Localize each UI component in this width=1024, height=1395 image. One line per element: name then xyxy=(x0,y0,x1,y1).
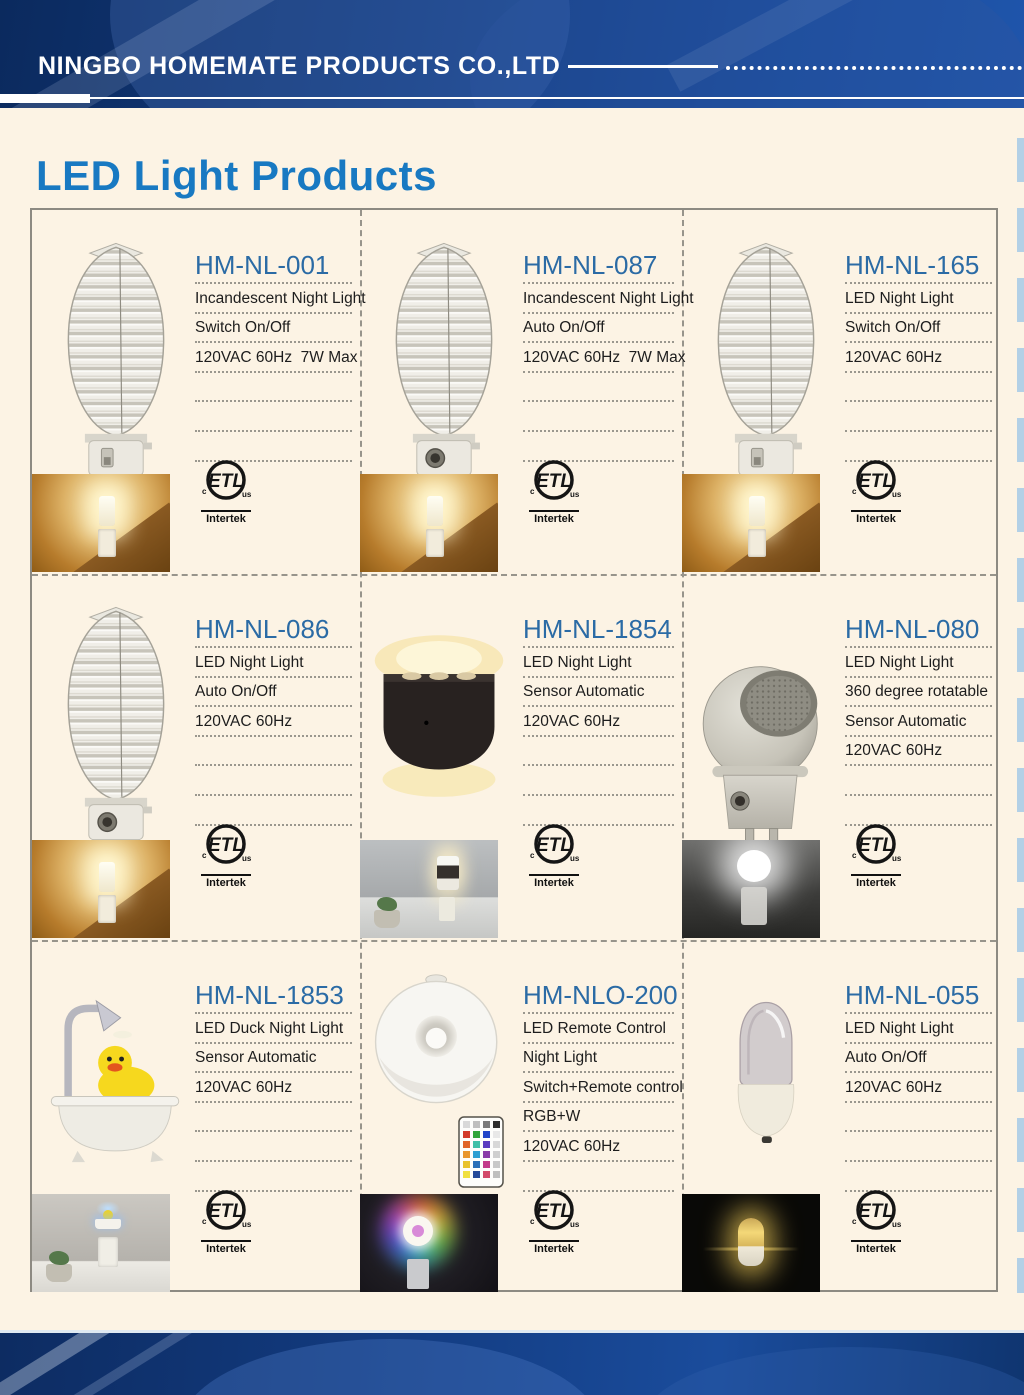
spec-row: 120VAC 60Hz xyxy=(845,1073,992,1103)
svg-text:us: us xyxy=(570,854,580,863)
thumbnail-photo xyxy=(32,840,170,938)
spec-row: 120VAC 60Hz xyxy=(845,737,992,767)
intertek-label: Intertek xyxy=(851,1240,901,1255)
product-photo xyxy=(368,966,510,1118)
spec-row xyxy=(523,737,674,767)
wall-outlet xyxy=(741,887,767,925)
model-number: HM-NL-001 xyxy=(195,250,352,284)
product-photo xyxy=(40,978,190,1170)
spec-row: LED Night Light xyxy=(845,284,992,314)
ring-hole xyxy=(412,1225,424,1237)
model-number: HM-NL-080 xyxy=(845,614,992,648)
company-name: NINGBO HOMEMATE PRODUCTS CO.,LTD xyxy=(38,52,561,80)
spec-row xyxy=(845,1132,992,1162)
model-number: HM-NL-165 xyxy=(845,250,992,284)
wall-outlet xyxy=(98,895,116,923)
product-cell xyxy=(360,574,682,940)
company-row xyxy=(38,52,1024,81)
spec-row xyxy=(195,1132,352,1162)
header-underline-accent xyxy=(0,94,90,103)
etl-logo-icon xyxy=(850,822,902,868)
product-info xyxy=(845,250,992,462)
spec-row xyxy=(523,402,674,432)
model-number: HM-NL-087 xyxy=(523,250,674,284)
svg-text:c: c xyxy=(852,1217,857,1226)
page-edge-ticks xyxy=(1017,138,1024,1293)
spec-row: Night Light xyxy=(523,1044,674,1074)
svg-text:c: c xyxy=(530,487,535,496)
svg-text:ETL: ETL xyxy=(536,835,572,856)
svg-text:us: us xyxy=(242,1220,252,1229)
footer-bar xyxy=(0,1330,1024,1395)
glowing-night-light xyxy=(99,862,115,892)
spec-row: LED Night Light xyxy=(523,648,674,678)
stair-rail xyxy=(390,502,498,572)
product-photo xyxy=(698,238,834,482)
wall-outlet xyxy=(407,1259,429,1289)
remote-control xyxy=(458,1116,504,1188)
plant-pot xyxy=(46,1264,72,1282)
svg-text:ETL: ETL xyxy=(858,1201,894,1222)
etl-certification xyxy=(850,458,914,525)
svg-text:c: c xyxy=(530,1217,535,1226)
etl-logo-icon xyxy=(850,1188,902,1234)
wall-outlet xyxy=(426,529,444,557)
intertek-label: Intertek xyxy=(851,510,901,525)
spec-row xyxy=(523,766,674,796)
svg-text:ETL: ETL xyxy=(208,835,244,856)
spec-row: 360 degree rotatable xyxy=(845,678,992,708)
intertek-label: Intertek xyxy=(201,1240,251,1255)
footer-swoosh xyxy=(180,1339,600,1395)
spec-row xyxy=(845,402,992,432)
model-number: HM-NL-1853 xyxy=(195,980,352,1014)
svg-text:c: c xyxy=(852,487,857,496)
spec-row: 120VAC 60Hz 7W Max xyxy=(195,343,352,373)
product-cell xyxy=(682,940,1000,1294)
etl-certification xyxy=(850,1188,914,1255)
model-number: HM-NL-055 xyxy=(845,980,992,1014)
intertek-label: Intertek xyxy=(529,874,579,889)
spec-row: Incandescent Night Light xyxy=(195,284,352,314)
spec-row: LED Night Light xyxy=(195,648,352,678)
svg-text:us: us xyxy=(570,1220,580,1229)
wall-outlet xyxy=(439,897,455,921)
thumbnail-photo xyxy=(360,474,498,572)
svg-text:c: c xyxy=(202,851,207,860)
product-photo xyxy=(376,238,512,482)
svg-text:ETL: ETL xyxy=(536,471,572,492)
spec-row: 120VAC 60Hz 7W Max xyxy=(523,343,674,373)
svg-text:ETL: ETL xyxy=(208,471,244,492)
spec-row xyxy=(195,737,352,767)
etl-certification xyxy=(528,458,592,525)
header-rule-dotted xyxy=(726,66,1022,70)
product-photo xyxy=(48,602,184,846)
svg-text:ETL: ETL xyxy=(858,835,894,856)
spec-row xyxy=(195,373,352,403)
product-photo xyxy=(366,632,512,800)
svg-text:c: c xyxy=(202,1217,207,1226)
spec-row xyxy=(523,373,674,403)
svg-text:ETL: ETL xyxy=(536,1201,572,1222)
svg-text:c: c xyxy=(530,851,535,860)
spec-row xyxy=(845,1103,992,1133)
spec-row xyxy=(845,373,992,403)
product-cell xyxy=(32,574,360,940)
glowing-night-light xyxy=(99,496,115,526)
product-cell xyxy=(682,210,1000,574)
glowing-night-light xyxy=(749,496,765,526)
etl-certification xyxy=(200,458,264,525)
svg-text:c: c xyxy=(202,487,207,496)
product-info xyxy=(195,250,366,462)
intertek-label: Intertek xyxy=(201,874,251,889)
intertek-label: Intertek xyxy=(529,510,579,525)
intertek-label: Intertek xyxy=(529,1240,579,1255)
etl-logo-icon xyxy=(850,458,902,504)
intertek-label: Intertek xyxy=(201,510,251,525)
etl-logo-icon xyxy=(200,822,252,868)
svg-text:us: us xyxy=(242,854,252,863)
spec-row: 120VAC 60Hz xyxy=(523,707,674,737)
wall-outlet xyxy=(748,529,766,557)
thumbnail-photo xyxy=(682,474,820,572)
etl-certification xyxy=(200,1188,264,1255)
etl-logo-icon xyxy=(200,458,252,504)
stair-rail xyxy=(712,502,820,572)
product-photo xyxy=(720,988,812,1176)
spec-row xyxy=(195,402,352,432)
etl-logo-icon xyxy=(528,1188,580,1234)
svg-text:us: us xyxy=(892,490,902,499)
stair-rail xyxy=(62,502,170,572)
spec-row: 120VAC 60Hz xyxy=(195,1073,352,1103)
plant-pot xyxy=(374,910,400,928)
product-photo xyxy=(48,238,184,482)
duck-figure xyxy=(103,1210,113,1220)
svg-text:ETL: ETL xyxy=(208,1201,244,1222)
spec-row: LED Night Light xyxy=(845,648,992,678)
intertek-label: Intertek xyxy=(851,874,901,889)
model-number: HM-NL-1854 xyxy=(523,614,674,648)
spec-row: 120VAC 60Hz xyxy=(845,343,992,373)
product-info xyxy=(195,614,352,826)
spec-row: Auto On/Off xyxy=(845,1044,992,1074)
svg-text:us: us xyxy=(570,490,580,499)
spec-row: LED Duck Night Light xyxy=(195,1014,352,1044)
etl-logo-icon xyxy=(200,1188,252,1234)
product-grid xyxy=(30,208,998,1292)
product-info xyxy=(523,614,674,826)
etl-certification xyxy=(528,1188,592,1255)
tub-shelf xyxy=(95,1219,121,1229)
spec-row: Auto On/Off xyxy=(523,314,674,344)
thumbnail-photo xyxy=(32,1194,170,1292)
spec-row: Sensor Automatic xyxy=(195,1044,352,1074)
spec-row xyxy=(195,1103,352,1133)
thumbnail-photo xyxy=(32,474,170,572)
spec-row: LED Remote Control xyxy=(523,1014,674,1044)
svg-text:us: us xyxy=(892,1220,902,1229)
model-number: HM-NLO-200 xyxy=(523,980,674,1014)
etl-certification xyxy=(528,822,592,889)
model-number: HM-NL-086 xyxy=(195,614,352,648)
svg-text:us: us xyxy=(242,490,252,499)
etl-certification xyxy=(200,822,264,889)
header-underline xyxy=(0,97,1024,100)
spec-row: Switch On/Off xyxy=(845,314,992,344)
spec-row: 120VAC 60Hz xyxy=(195,707,352,737)
product-cell xyxy=(360,940,682,1294)
etl-certification xyxy=(850,822,914,889)
product-photo xyxy=(694,644,832,866)
spec-row xyxy=(195,766,352,796)
spec-row: Incandescent Night Light xyxy=(523,284,674,314)
glowing-night-light xyxy=(427,496,443,526)
svg-text:us: us xyxy=(892,854,902,863)
thumbnail-photo xyxy=(360,1194,498,1292)
thumbnail-photo xyxy=(682,1194,820,1292)
product-info xyxy=(845,980,992,1192)
product-info xyxy=(523,980,683,1192)
product-cell xyxy=(360,210,694,574)
product-cell xyxy=(32,940,360,1294)
wall-outlet xyxy=(98,1237,118,1267)
spec-row: Switch On/Off xyxy=(195,314,352,344)
thumbnail-photo xyxy=(682,840,820,938)
header-bar xyxy=(0,0,1024,108)
glowing-night-light xyxy=(737,850,771,882)
spec-row: 120VAC 60Hz xyxy=(523,1132,674,1162)
spec-row: LED Night Light xyxy=(845,1014,992,1044)
thumbnail-photo xyxy=(360,840,498,938)
product-info xyxy=(195,980,352,1192)
header-rule-solid xyxy=(568,65,718,68)
product-info xyxy=(523,250,694,462)
spec-row: Switch+Remote control xyxy=(523,1073,674,1103)
etl-logo-icon xyxy=(528,458,580,504)
spec-row: Sensor Automatic xyxy=(845,707,992,737)
glowing-night-light xyxy=(738,1218,764,1266)
product-info xyxy=(845,614,992,826)
spec-row: Sensor Automatic xyxy=(523,678,674,708)
spec-row xyxy=(845,766,992,796)
etl-logo-icon xyxy=(528,822,580,868)
glowing-night-light xyxy=(437,856,459,890)
footer-swoosh xyxy=(640,1347,1024,1395)
stair-rail xyxy=(62,868,170,938)
svg-text:c: c xyxy=(852,851,857,860)
wall-outlet xyxy=(98,529,116,557)
spec-row: Auto On/Off xyxy=(195,678,352,708)
spec-row: RGB+W xyxy=(523,1103,674,1133)
page-title: LED Light Products xyxy=(36,152,437,199)
product-cell xyxy=(32,210,366,574)
product-cell xyxy=(682,574,1000,940)
svg-text:ETL: ETL xyxy=(858,471,894,492)
